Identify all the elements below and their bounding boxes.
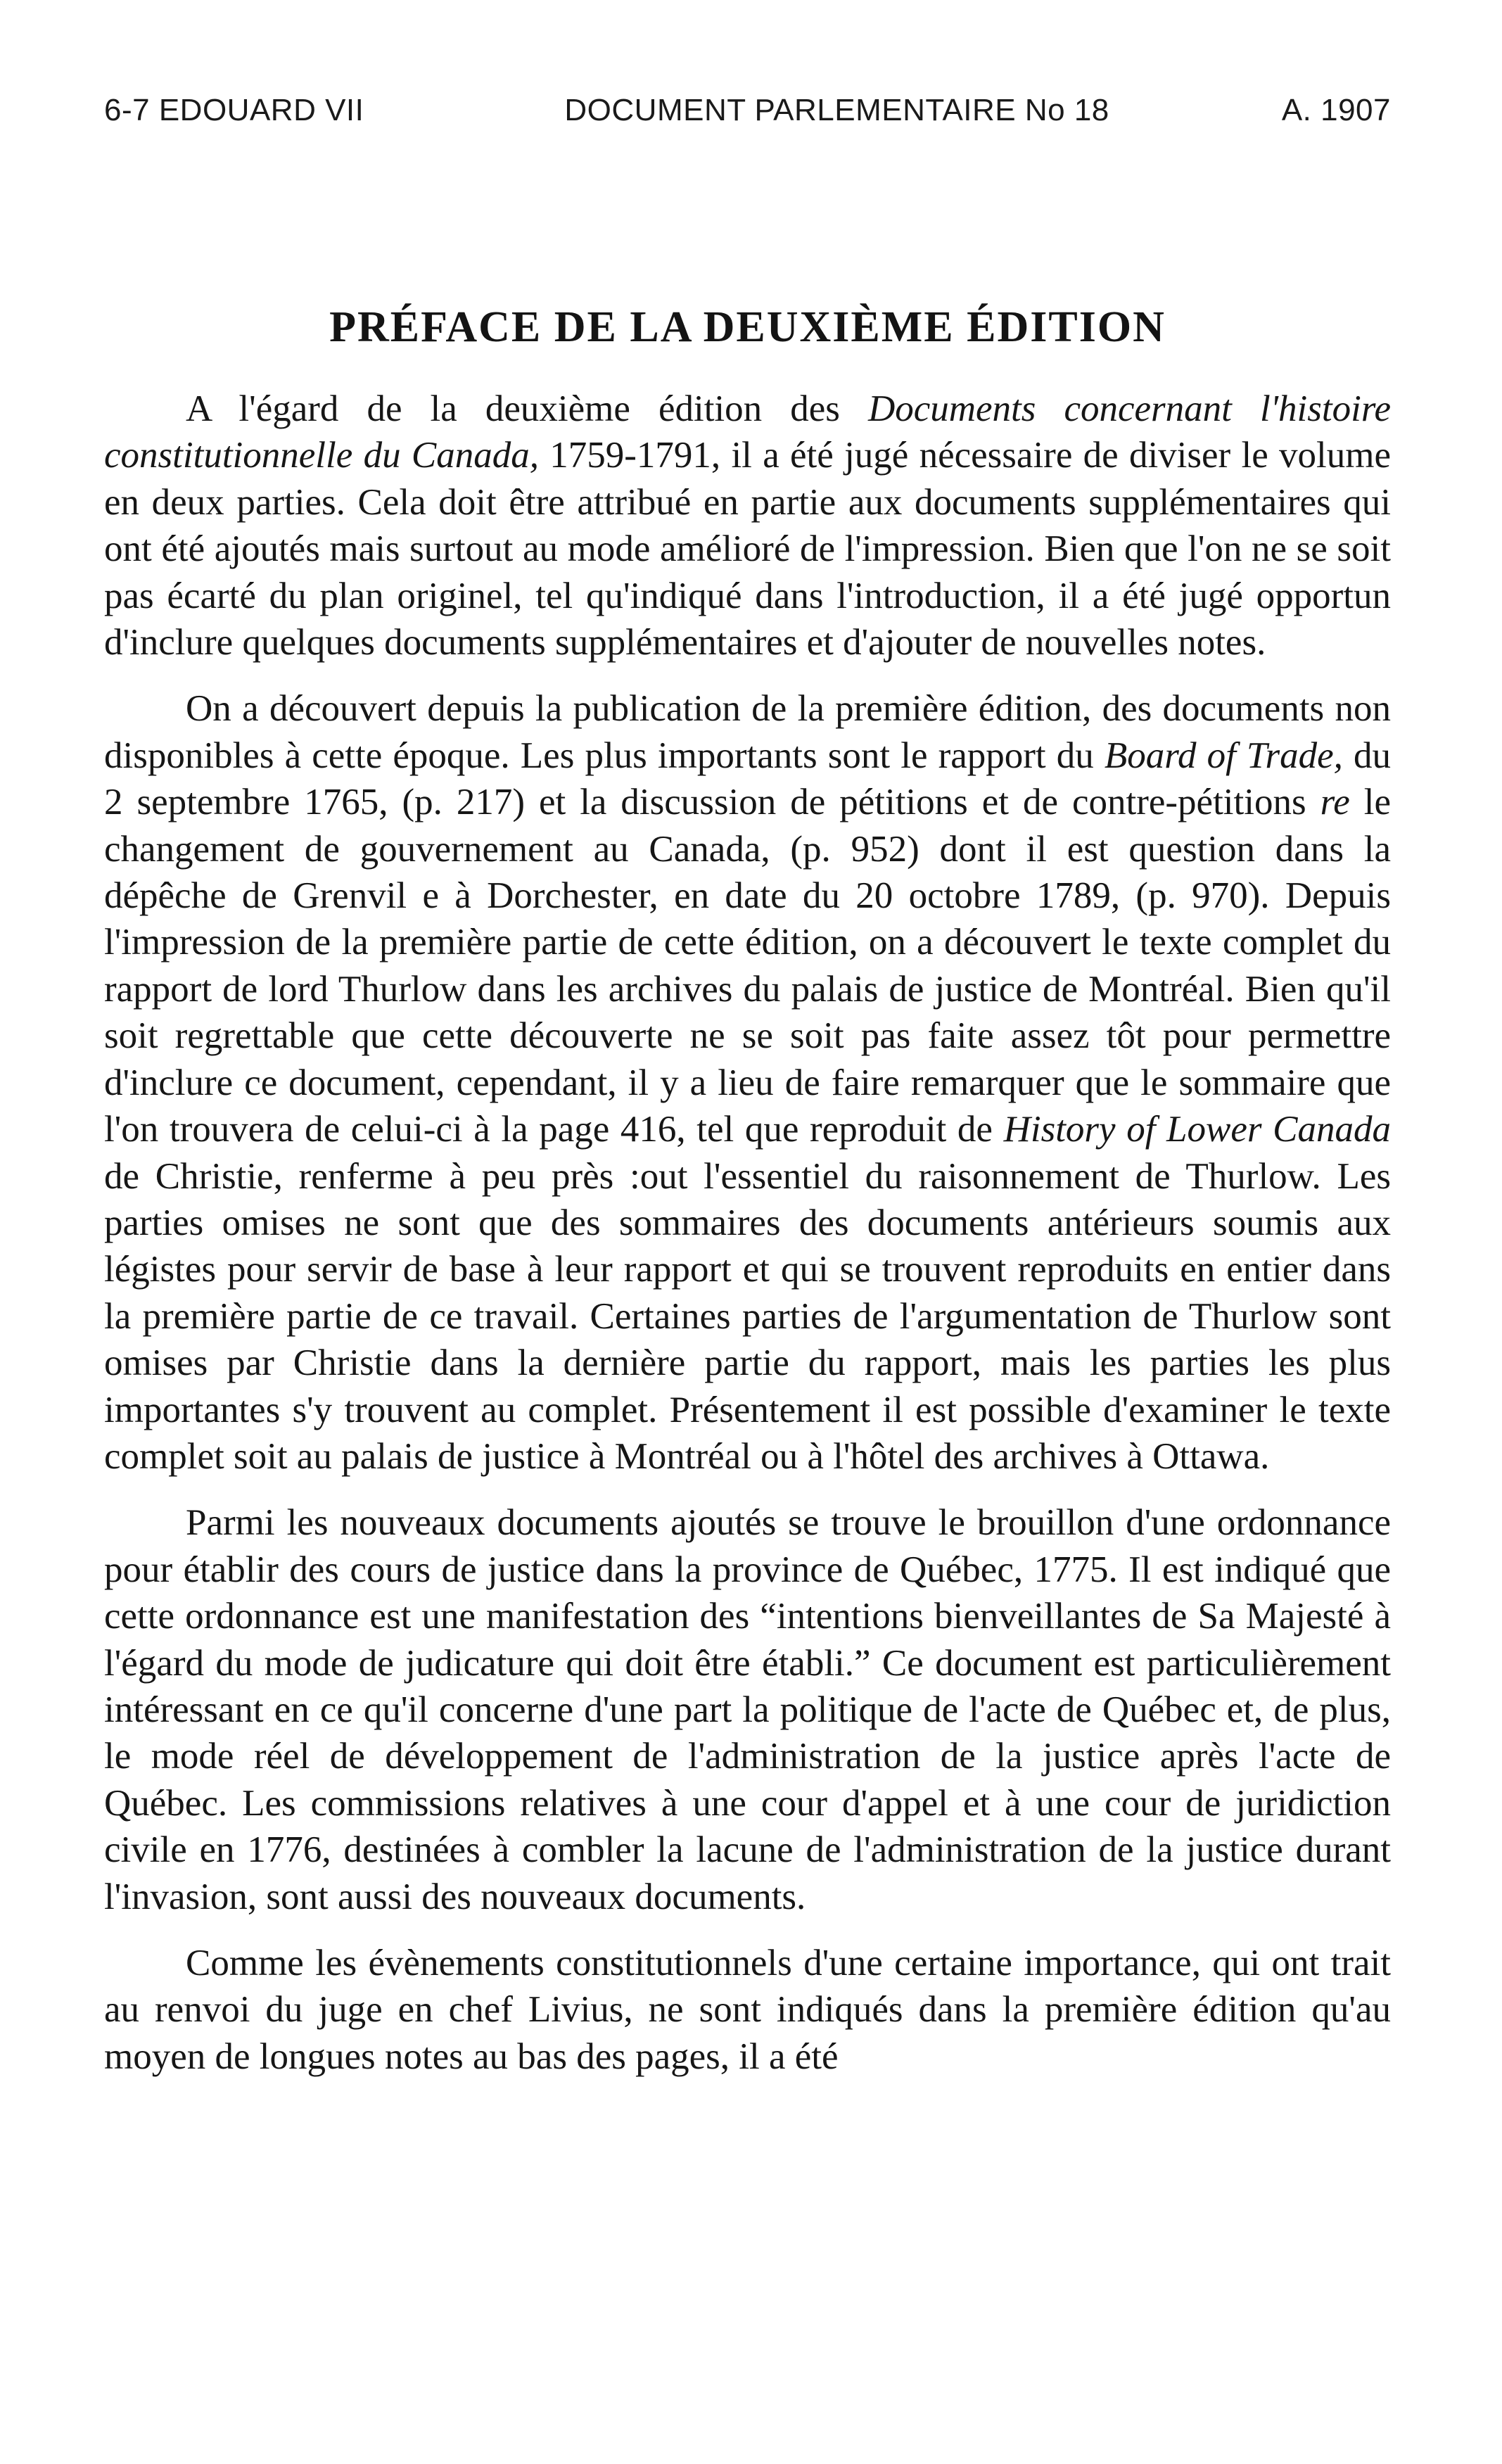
paragraph-2-text-c: du 2 septembre 1765, (p. 217) et la discussion de pétitions et de contre-pétitions [104, 735, 1392, 823]
preface-body [104, 386, 1391, 2080]
paragraph-1-text-a: A l'égard de la deuxième édition des [186, 388, 868, 429]
paragraph-3: Parmi les nouveaux documents ajoutés se trouve le brouillon d'une ordonnance pour établir des cours de justice dans la province de Québec, 1775. Il est indiqué que cette ordonnance est une manifestation des “intentions bienveillantes de Sa Majesté à l'égard du mode de judicature qui doit être établi.” Ce document est particulièrement intéressant en ce qu'il concerne d'une part la politique de l'acte de Québec et, de plus, le mode réel de développement de l'administration de la justice après l'acte de Québec. Les commissions relatives à une cour d'appel et à une cour de juridiction civile en 1776, destinées à combler la lacune de l'administration de la justice durant l'invasion, sont aussi des nouveaux documents. [104, 1502, 1391, 1917]
paragraph-1 [104, 386, 1391, 666]
paragraph-2-italic-re: re [1320, 782, 1350, 823]
paragraph-2-text-g: de Christie, renferme à peu près :out l'essentiel du raisonnement de Thurlow. Les parties omises ne sont que des sommaires des documents antérieurs soumis aux légistes pour servir de base à leur rapport et qui se trouvent reproduits en entier dans la première partie de ce travail. Certaines parties de l'argumentation de Thurlow sont omises par Christie dans la dernière partie du rapport, mais les parties les plus importantes s'y trouvent au complet. Présentement il est possible d'examiner le texte complet soit au palais de justice à Montréal ou à l'hôtel des archives à Ottawa. [104, 1155, 1391, 1477]
paragraph-2-italic-board: Board of Trade, [1104, 735, 1343, 776]
header-regnal-year: 6-7 EDOUARD VII [104, 93, 364, 127]
paragraph-1-italic-title: Documents concernant l'histoire constitutionnelle du Canada, [104, 388, 1392, 476]
running-header [104, 93, 1391, 135]
paragraph-2-text-e: le changement de gouvernement au Canada, (p. 952) dont il est question dans la dépêche de Grenvil e à Dorchester, en date du 20 octobre 1789, (p. 970). Depuis l'impression de la première partie de cette édition, on a découvert le texte complet du rapport de lord Thurlow dans les archives du palais de justice de Montréal. Bien qu'il soit regrettable que cette découverte ne se soit pas faite assez tôt pour permettre d'inclure ce document, cependant, il y a lieu de faire remarquer que le sommaire que l'on trouvera de celui-ci à la page 416, tel que reproduit de [104, 782, 1392, 1150]
header-document-number: DOCUMENT PARLEMENTAIRE No 18 [564, 93, 1109, 127]
header-year: A. 1907 [1281, 93, 1391, 127]
paragraph-2-text-a: On a découvert depuis la publication de la première édition, des documents non disponibles à cette époque. Les plus importants sont le rapport du [104, 688, 1391, 776]
paragraph-2-italic-history: History of Lower Canada [1003, 1109, 1391, 1150]
paragraph-4: Comme les évènements constitutionnels d'une certaine importance, qui ont trait au renvoi du juge en chef Livius, ne sont indiqués dans la première édition qu'au moyen de longues notes au bas des pages, il a été [104, 1943, 1391, 2077]
page-title: PRÉFACE DE LA DEUXIÈME ÉDITION [329, 303, 1166, 351]
paragraph-2 [104, 685, 1391, 1480]
paragraph-1-text-c: 1759-1791, il a été jugé nécessaire de diviser le volume en deux parties. Cela doit être attribué en partie aux documents supplémentaires qui ont été ajoutés mais surtout au mode amélioré de l'impression. Bien que l'on ne se soit pas écarté du plan originel, tel qu'indiqué dans l'introduction, il a été jugé opportun d'inclure quelques documents supplémentaires et d'ajouter de nouvelles notes. [104, 435, 1392, 663]
